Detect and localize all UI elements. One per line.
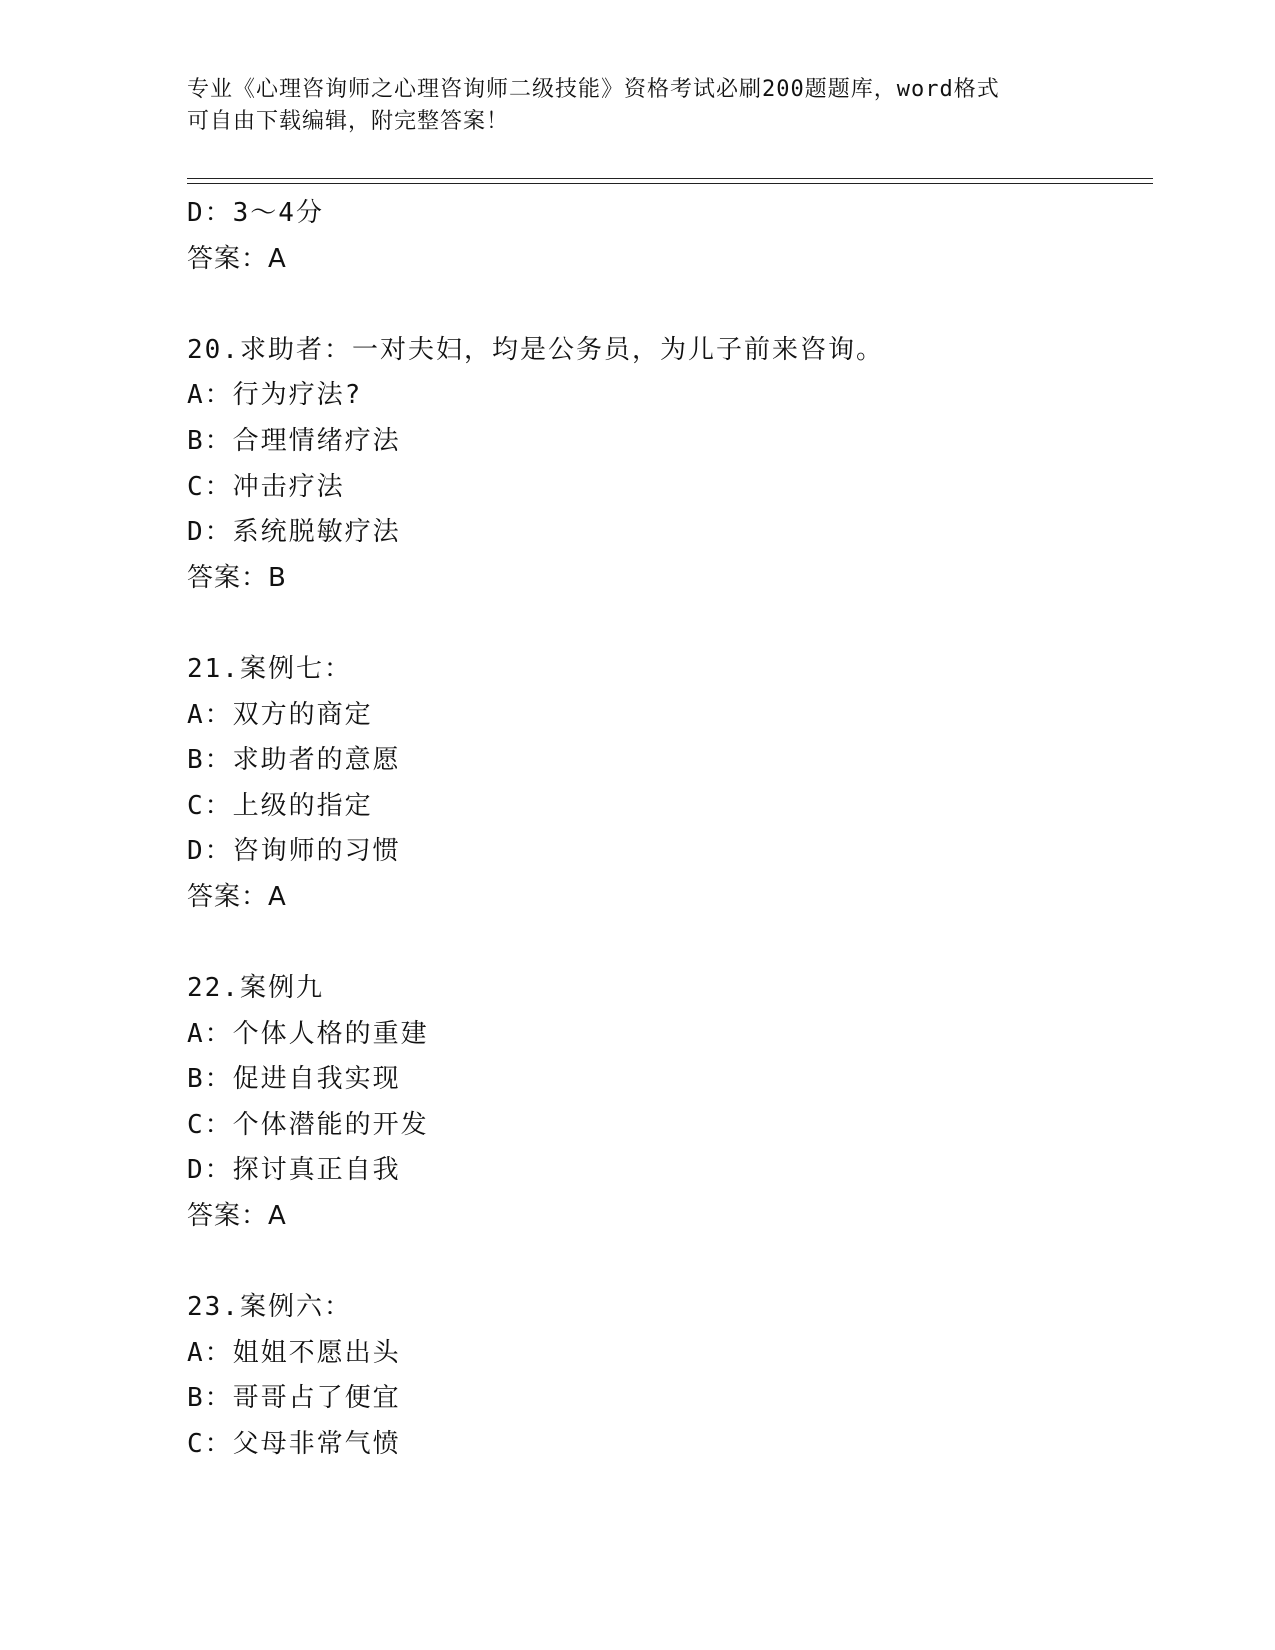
option-a: A：个体人格的重建: [187, 1018, 429, 1049]
spacer: [187, 282, 1147, 328]
option-a: A：双方的商定: [187, 699, 373, 730]
spacer: [187, 601, 1147, 647]
lead-answer: 答案：A: [187, 243, 287, 274]
lead-option-d: D：3～4分: [187, 198, 324, 228]
option-c: C：冲击疗法: [187, 471, 345, 502]
question-22: [187, 966, 1147, 1240]
question-stem: 22.案例九: [187, 973, 324, 1004]
option-b: B：合理情绪疗法: [187, 425, 401, 456]
spacer: [187, 921, 1147, 967]
option-c: C：个体潜能的开发: [187, 1109, 429, 1140]
answer-line: 答案：A: [187, 1201, 287, 1232]
option-a: A：行为疗法?: [187, 380, 363, 411]
option-c: C：上级的指定: [187, 790, 373, 821]
option-d: D：探讨真正自我: [187, 1155, 401, 1186]
option-b: B：哥哥占了便宜: [187, 1383, 401, 1414]
option-a: A：姐姐不愿出头: [187, 1337, 401, 1368]
header-divider-bottom: [187, 183, 1153, 184]
question-stem: 23.案例六：: [187, 1292, 352, 1323]
question-stem: 21.案例七：: [187, 653, 352, 684]
option-b: B：促进自我实现: [187, 1064, 401, 1095]
question-20: [187, 328, 1147, 602]
spacer: [187, 1240, 1147, 1286]
option-d: D：咨询师的习惯: [187, 836, 401, 867]
option-c: C：父母非常气愤: [187, 1429, 401, 1460]
question-23: [187, 1285, 1147, 1467]
header-line-1: 专业《心理咨询师之心理咨询师二级技能》资格考试必刷200题题库，word格式: [187, 77, 1000, 102]
document-header: [187, 74, 1087, 138]
header-line-2: 可自由下载编辑，附完整答案！: [187, 109, 510, 134]
answer-line: 答案：A: [187, 881, 287, 912]
question-stem: 20.求助者：一对夫妇，均是公务员，为儿子前来咨询。: [187, 334, 884, 365]
header-divider-top: [187, 178, 1153, 179]
question-21: [187, 647, 1147, 921]
question-list: [187, 191, 1147, 1468]
option-b: B：求助者的意愿: [187, 745, 401, 776]
answer-line: 答案：B: [187, 562, 287, 593]
option-d: D：系统脱敏疗法: [187, 517, 401, 548]
